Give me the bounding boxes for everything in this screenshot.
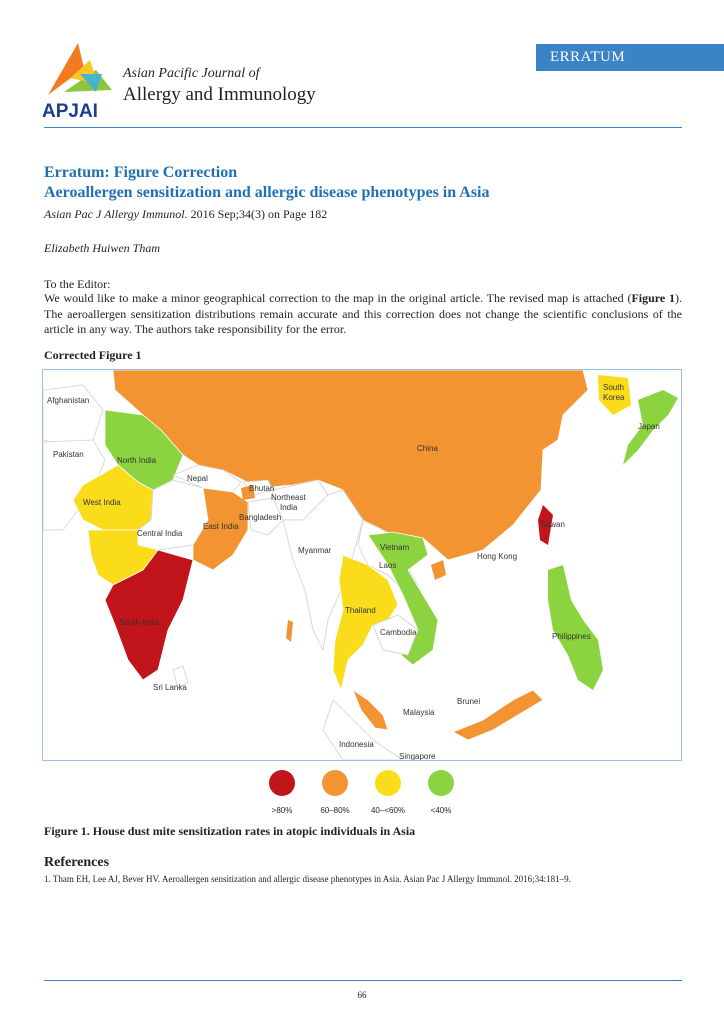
- label-bhutan: Bhutan: [249, 484, 275, 493]
- label-south-korea-line2: Korea: [603, 393, 625, 402]
- reference-item: 1. Tham EH, Lee AJ, Bever HV. Aeroallergen sensitization and allergic disease phenotypes in Asia. Asian Pac J Allergy Immunol. 2016;34:181–9.: [44, 874, 571, 884]
- label-west-india: West India: [83, 498, 121, 507]
- legend-swatch-gt80: [269, 770, 295, 796]
- legend-swatch-60-80: [322, 770, 348, 796]
- erratum-title: Erratum: Figure Correction: [44, 164, 238, 181]
- journal-name-line2: Allergy and Immunology: [123, 84, 316, 105]
- label-vietnam: Vietnam: [380, 543, 410, 552]
- label-taiwan: Taiwan: [540, 520, 565, 529]
- label-myanmar: Myanmar: [298, 546, 332, 555]
- asia-map: [43, 370, 682, 761]
- label-china: China: [417, 444, 438, 453]
- header-divider: [44, 127, 682, 128]
- label-brunei: Brunei: [457, 697, 481, 706]
- logo-text: APJAI: [42, 101, 98, 120]
- label-pakistan: Pakistan: [53, 450, 84, 459]
- salutation: To the Editor:: [44, 277, 111, 291]
- body-text-part1: We would like to make a minor geographical correction to the map in the original article. The revised map is attached (: [44, 291, 632, 305]
- journal-name-line1: Asian Pacific Journal of: [123, 66, 260, 81]
- citation: [44, 207, 327, 222]
- citation-journal: Asian Pac J Allergy Immunol.: [44, 207, 188, 221]
- author: Elizabeth Huiwen Tham: [44, 241, 160, 255]
- label-laos: Laos: [379, 561, 397, 570]
- legend-swatch-40-60: [375, 770, 401, 796]
- legend-label-40-60: 40–<60%: [370, 806, 406, 815]
- erratum-badge: ERRATUM: [536, 44, 724, 71]
- label-north-india: North India: [117, 456, 157, 465]
- region-philippines: [548, 565, 603, 690]
- label-cambodia: Cambodia: [380, 628, 417, 637]
- citation-details: 2016 Sep;34(3) on Page 182: [187, 207, 328, 221]
- label-hong-kong: Hong Kong: [477, 552, 518, 561]
- label-east-india: East India: [203, 522, 239, 531]
- body-text-part2: ). The aeroallergen sensitization distributions remain accurate and this correction does not change the scientific conclusions of the article in any way. The authors take responsibility for the error.: [44, 291, 682, 336]
- article-title: Aeroallergen sensitization and allergic disease phenotypes in Asia: [44, 184, 490, 201]
- label-south-korea-line1: South: [603, 383, 624, 392]
- label-japan: Japan: [638, 422, 660, 431]
- label-sri-lanka: Sri Lanka: [153, 683, 187, 692]
- region-malaysia-peninsula: [353, 690, 388, 730]
- label-malaysia: Malaysia: [403, 708, 435, 717]
- label-singapore: Singapore: [399, 752, 436, 761]
- asia-map-figure: [42, 369, 682, 761]
- map-legend: [240, 770, 500, 820]
- page-number: 66: [357, 990, 367, 1000]
- label-afghanistan: Afghanistan: [47, 396, 90, 405]
- figure-heading: Corrected Figure 1: [44, 348, 142, 362]
- legend-label-gt80: >80%: [271, 806, 293, 815]
- legend-swatch-lt40: [428, 770, 454, 796]
- legend-label-lt40: <40%: [430, 806, 452, 815]
- figure-reference[interactable]: Figure 1: [631, 291, 675, 305]
- apjai-logo: [40, 40, 120, 120]
- footer-divider: [44, 980, 682, 981]
- legend-label-60-80: 60–80%: [320, 806, 350, 815]
- region-hainan: [431, 560, 446, 580]
- label-nepal: Nepal: [187, 474, 208, 483]
- body-paragraph: [44, 291, 682, 338]
- region-afghanistan: [43, 385, 103, 445]
- region-andaman-islands: [286, 620, 293, 642]
- label-northeast-india-line2: India: [280, 503, 298, 512]
- label-philippines: Philippines: [552, 632, 591, 641]
- references-heading: References: [44, 855, 110, 870]
- figure-caption: Figure 1. House dust mite sensitization rates in atopic individuals in Asia: [44, 824, 416, 838]
- label-thailand: Thailand: [345, 606, 376, 615]
- label-northeast-india-line1: Northeast: [271, 493, 306, 502]
- label-indonesia: Indonesia: [339, 740, 374, 749]
- label-central-india: Central India: [137, 529, 183, 538]
- label-south-india: South India: [119, 618, 160, 627]
- label-bangladesh: Bangladesh: [239, 513, 282, 522]
